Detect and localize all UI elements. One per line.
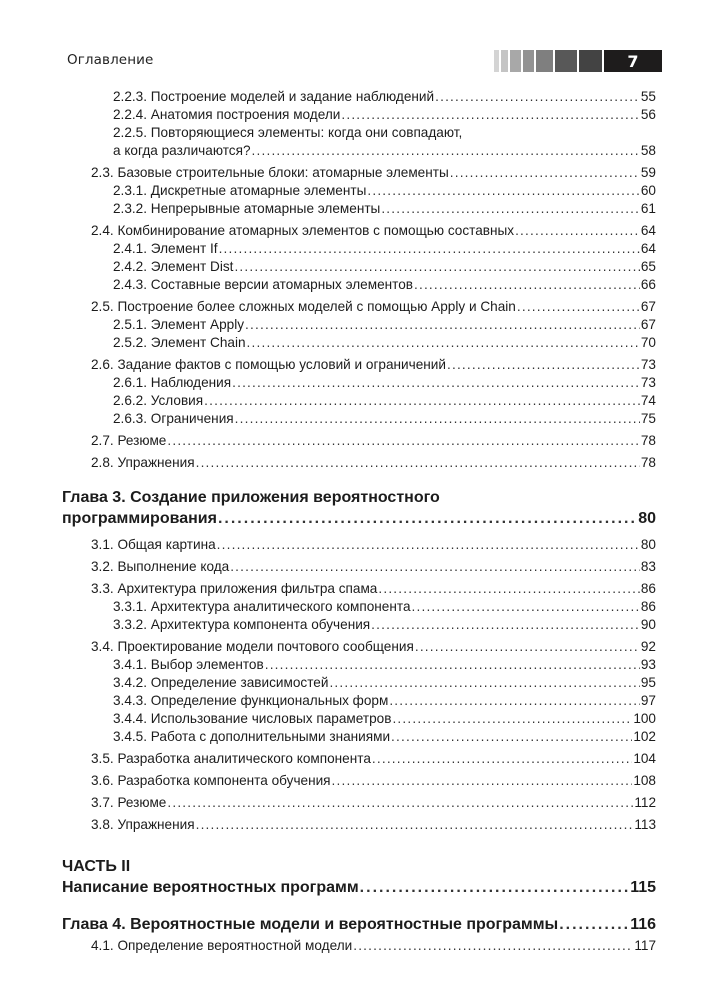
leader-dots: [232, 374, 640, 392]
leader-dots: [217, 536, 640, 554]
leader-dots: [196, 816, 634, 834]
leader-dots: [414, 276, 640, 294]
page-header-strip: [494, 50, 662, 72]
leader-dots: [360, 877, 630, 898]
entry-page: 92: [640, 639, 656, 654]
entry-title: 4.1. Определение вероятностной модели: [91, 938, 353, 953]
leader-dots: [235, 410, 640, 428]
page-number: 7: [604, 50, 662, 72]
entry-page: 104: [633, 751, 656, 766]
entry-page: 113: [634, 817, 656, 832]
part-label: ЧАСТЬ II: [62, 858, 131, 875]
entry-title: 2.4.3. Составные версии атомарных элементов: [113, 277, 413, 292]
entry-page: 66: [640, 277, 656, 292]
leader-dots: [515, 222, 640, 240]
entry-title: 3.5. Разработка аналитического компонента: [91, 751, 371, 766]
entry-title: 3.4.2. Определение зависимостей: [113, 675, 329, 690]
toc-entry[interactable]: [62, 182, 656, 200]
entry-page: 56: [640, 107, 656, 122]
toc-entry[interactable]: [62, 598, 656, 616]
leader-dots: [265, 656, 640, 674]
toc-entry[interactable]: [62, 258, 656, 276]
entry-page: 58: [640, 143, 656, 158]
leader-dots: [219, 240, 640, 258]
entry-title: 2.3.2. Непрерывные атомарные элементы: [113, 201, 381, 216]
entry-title: 2.3. Базовые строительные блоки: атомарные элементы: [91, 165, 449, 180]
leader-dots: [415, 638, 640, 656]
entry-page: 70: [640, 335, 656, 350]
entry-page: 112: [634, 795, 656, 810]
entry-page: 65: [640, 259, 656, 274]
leader-dots: [391, 728, 632, 746]
entry-title-line1: 2.2.5. Повторяющиеся элементы: когда они совпадают,: [113, 125, 463, 140]
entry-page: 80: [640, 537, 656, 552]
entry-title: 3.1. Общая картина: [91, 537, 216, 552]
chapter-page: 80: [638, 510, 656, 527]
toc-entry[interactable]: [62, 772, 656, 790]
chapter-page: 116: [630, 916, 656, 933]
toc-entry[interactable]: [62, 616, 656, 634]
toc-entry[interactable]: [62, 164, 656, 182]
entry-page: 67: [640, 299, 656, 314]
entry-title: 2.4.2. Элемент Dist: [113, 259, 234, 274]
leader-dots: [447, 356, 640, 374]
toc-entry[interactable]: [62, 454, 656, 472]
entry-title: 2.6.3. Ограничения: [113, 411, 234, 426]
entry-title: 3.6. Разработка компонента обучения: [91, 773, 331, 788]
leader-dots: [196, 454, 640, 472]
toc-entry[interactable]: [62, 937, 656, 955]
entry-page: 83: [640, 559, 656, 574]
leader-dots: [341, 106, 640, 124]
leader-dots: [389, 692, 640, 710]
strip-block: [555, 50, 577, 72]
leader-dots: [167, 432, 640, 450]
toc-entry[interactable]: [62, 432, 656, 450]
entry-title: 3.4.5. Работа с дополнительными знаниями: [113, 729, 391, 744]
toc-entry[interactable]: [62, 710, 656, 728]
entry-page: 86: [640, 581, 656, 596]
chapter-title-line1: Глава 3. Создание приложения вероятностного: [62, 489, 440, 506]
leader-dots: [559, 914, 629, 935]
strip-block: [494, 50, 499, 72]
entry-title: 3.3.1. Архитектура аналитического компонента: [113, 599, 411, 614]
entry-page: 102: [633, 729, 656, 744]
strip-block: [523, 50, 534, 72]
toc-entry[interactable]: [62, 536, 656, 554]
entry-page: 86: [640, 599, 656, 614]
toc-entry[interactable]: [62, 580, 656, 598]
leader-dots: [517, 298, 640, 316]
table-of-contents: [62, 88, 656, 955]
chapter-title: Глава 4. Вероятностные модели и вероятностные программы: [62, 916, 559, 933]
leader-dots: [332, 772, 633, 790]
toc-entry[interactable]: [62, 794, 656, 812]
entry-page: 73: [640, 375, 656, 390]
leader-dots: [435, 88, 640, 106]
toc-entry[interactable]: [62, 200, 656, 218]
entry-title: 3.7. Резюме: [91, 795, 167, 810]
part-page: 115: [630, 879, 656, 896]
entry-page: 55: [640, 89, 656, 104]
entry-page: 74: [640, 393, 656, 408]
toc-entry[interactable]: [62, 88, 656, 106]
entry-title: 3.3.2. Архитектура компонента обучения: [113, 617, 371, 632]
entry-page: 78: [640, 455, 656, 470]
toc-chapter-entry[interactable]: [62, 508, 656, 529]
toc-entry[interactable]: [62, 374, 656, 392]
toc-entry[interactable]: [62, 334, 656, 352]
entry-page: 67: [640, 317, 656, 332]
leader-dots: [392, 710, 632, 728]
entry-page: 64: [640, 223, 656, 238]
toc-entry[interactable]: [62, 750, 656, 768]
leader-dots: [353, 937, 633, 955]
entry-title: 3.3. Архитектура приложения фильтра спама: [91, 581, 378, 596]
strip-block: [501, 50, 508, 72]
toc-chapter-entry[interactable]: [62, 914, 656, 935]
toc-entry[interactable]: [62, 356, 656, 374]
leader-dots: [371, 616, 640, 634]
toc-entry[interactable]: [62, 276, 656, 294]
leader-dots: [367, 182, 640, 200]
entry-page: 73: [640, 357, 656, 372]
entry-title: 2.5.2. Элемент Chain: [113, 335, 246, 350]
entry-page: 75: [640, 411, 656, 426]
entry-page: 100: [633, 711, 656, 726]
toc-entry[interactable]: [62, 692, 656, 710]
toc-entry[interactable]: [62, 410, 656, 428]
part-title: Написание вероятностных программ: [62, 879, 359, 896]
leader-dots: [412, 598, 640, 616]
leader-dots: [378, 580, 640, 598]
toc-entry[interactable]: [62, 106, 656, 124]
toc-entry[interactable]: [62, 222, 656, 240]
entry-title: 3.4.4. Использование числовых параметров: [113, 711, 392, 726]
chapter-title: программирования: [62, 510, 217, 527]
entry-title: 2.4.1. Элемент If: [113, 241, 218, 256]
leader-dots: [450, 164, 640, 182]
toc-entry[interactable]: [62, 392, 656, 410]
leader-dots: [245, 316, 640, 334]
entry-title: 3.4. Проектирование модели почтового сообщения: [91, 639, 414, 654]
toc-part-entry[interactable]: [62, 877, 656, 898]
toc-entry[interactable]: [62, 656, 656, 674]
entry-title: 2.2.4. Анатомия построения модели: [113, 107, 341, 122]
toc-entry[interactable]: [62, 298, 656, 316]
leader-dots: [204, 392, 640, 410]
entry-page: 90: [640, 617, 656, 632]
entry-page: 78: [640, 433, 656, 448]
entry-title: 2.6. Задание фактов с помощью условий и ограничений: [91, 357, 446, 372]
entry-page: 108: [633, 773, 656, 788]
entry-title: 3.8. Упражнения: [91, 817, 195, 832]
leader-dots: [218, 508, 637, 529]
entry-title: 2.7. Резюме: [91, 433, 167, 448]
entry-title: 2.6.1. Наблюдения: [113, 375, 232, 390]
toc-entry[interactable]: [62, 142, 656, 160]
entry-page: 93: [640, 657, 656, 672]
entry-page: 60: [640, 183, 656, 198]
entry-title: 2.2.3. Построение моделей и задание наблюдений: [113, 89, 435, 104]
entry-title: 2.4. Комбинирование атомарных элементов с помощью составных: [91, 223, 515, 238]
running-title: Оглавление: [67, 52, 154, 68]
entry-title: 2.6.2. Условия: [113, 393, 204, 408]
entry-title: 2.8. Упражнения: [91, 455, 195, 470]
entry-page: 59: [640, 165, 656, 180]
toc-entry[interactable]: [62, 728, 656, 746]
toc-entry[interactable]: [62, 316, 656, 334]
leader-dots: [372, 750, 632, 768]
strip-block: [579, 50, 602, 72]
toc-entry[interactable]: [62, 816, 656, 834]
entry-page: 95: [640, 675, 656, 690]
entry-page: 61: [640, 201, 656, 216]
entry-title: а когда различаются?: [113, 143, 251, 158]
entry-title: 3.2. Выполнение кода: [91, 559, 230, 574]
toc-entry[interactable]: [62, 558, 656, 576]
toc-entry[interactable]: [62, 674, 656, 692]
strip-block: [510, 50, 521, 72]
entry-title: 3.4.3. Определение функциональных форм: [113, 693, 389, 708]
entry-page: 97: [640, 693, 656, 708]
leader-dots: [247, 334, 640, 352]
leader-dots: [234, 258, 639, 276]
leader-dots: [329, 674, 639, 692]
leader-dots: [381, 200, 640, 218]
leader-dots: [230, 558, 640, 576]
entry-title: 2.5. Построение более сложных моделей с помощью Apply и Chain: [91, 299, 516, 314]
entry-title: 2.5.1. Элемент Apply: [113, 317, 245, 332]
entry-page: 64: [640, 241, 656, 256]
entry-page: 117: [634, 938, 656, 953]
entry-title: 2.3.1. Дискретные атомарные элементы: [113, 183, 367, 198]
entry-title: 3.4.1. Выбор элементов: [113, 657, 264, 672]
leader-dots: [167, 794, 633, 812]
toc-entry[interactable]: [62, 240, 656, 258]
strip-block: [536, 50, 553, 72]
toc-entry[interactable]: [62, 638, 656, 656]
leader-dots: [252, 142, 640, 160]
